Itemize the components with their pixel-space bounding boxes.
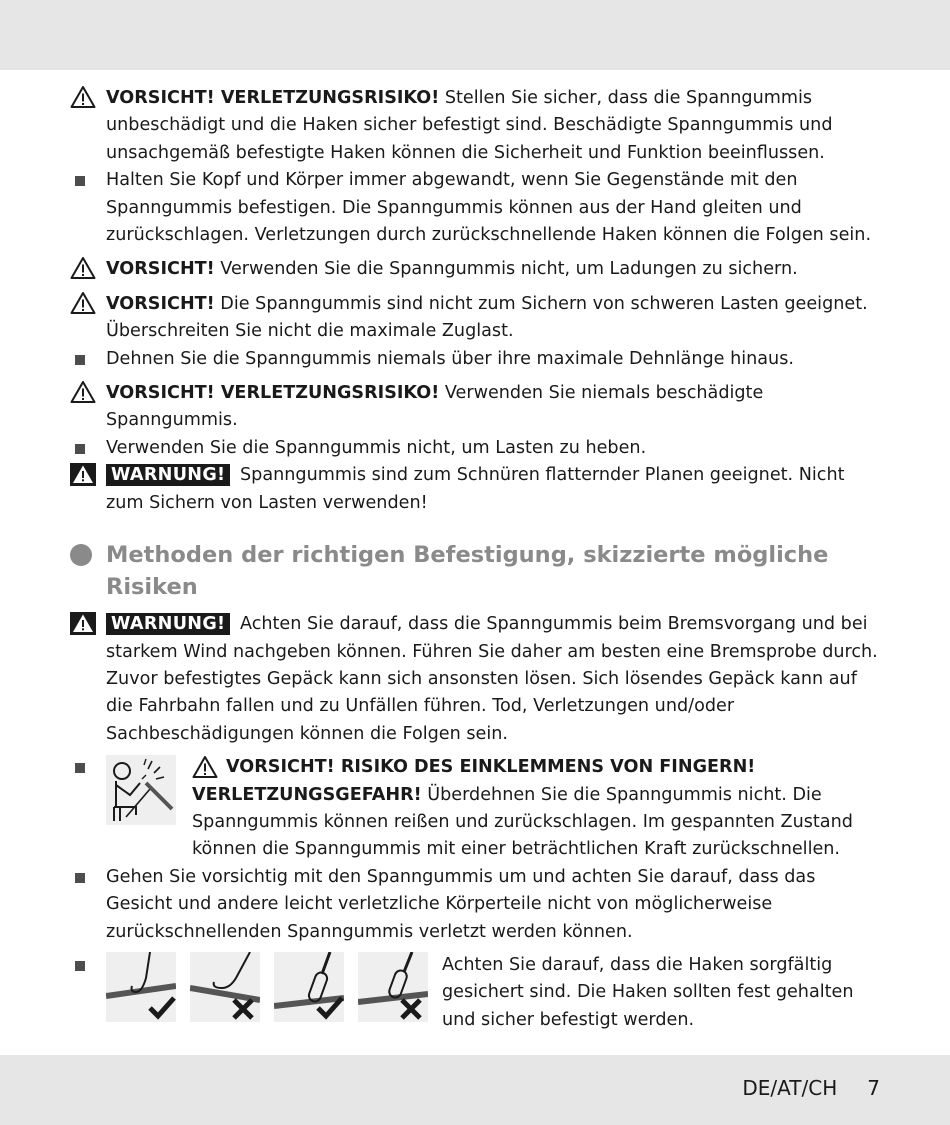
warning-triangle-icon bbox=[70, 380, 100, 407]
caution-text: Überdehnen Sie die Spanngummis nicht. Die Spanngummis können reißen und zurückschlagen. Im gespannten Zustand können die Spanngummis mit einer beträchtlichen Kraft zurückschnellen. bbox=[192, 784, 853, 860]
warning-item bbox=[70, 611, 880, 748]
list-item-text: Gehen Sie vorsichtig mit den Spanngummis um und achten Sie darauf, dass das Gesicht und andere leicht verletzliche Körperteile nicht von möglicherweise zurückschnellenden Spanngummis verletzt werden können. bbox=[106, 866, 816, 942]
list-item-text: Dehnen Sie die Spanngummis niemals über ihre maximale Dehnlänge hinaus. bbox=[106, 348, 794, 369]
page-number: 7 bbox=[867, 1076, 880, 1100]
top-band bbox=[0, 0, 950, 70]
caution-item bbox=[70, 85, 880, 167]
caution-label: VORSICHT! VERLETZUNGSRISIKO! bbox=[106, 383, 440, 404]
square-bullet-icon bbox=[75, 873, 85, 883]
footer-region: DE/AT/CH bbox=[742, 1076, 838, 1100]
warning-triangle-icon bbox=[192, 755, 218, 788]
square-bullet-icon bbox=[75, 444, 85, 454]
caution-text: Stellen Sie sicher, dass die Spanngummis unbeschädigt und die Haken sicher befestigt sind. Beschädigte Spanngummis und unsachgemäß befestigte Haken können die Sicherheit und Funktion beeinflussen. bbox=[106, 88, 833, 163]
warning-filled-triangle-icon bbox=[70, 611, 100, 638]
caution-text: Die Spanngummis sind nicht zum Sichern von schweren Lasten geeignet. Überschreiten Sie nicht die maximale Zuglast. bbox=[106, 293, 868, 342]
caution-text: Verwenden Sie die Spanngummis nicht, um Ladungen zu sichern. bbox=[214, 259, 798, 280]
hook-wrong-illustration bbox=[190, 952, 260, 1022]
carabiner-correct-illustration bbox=[274, 952, 344, 1022]
caution-label: VORSICHT! bbox=[106, 259, 215, 280]
caution-item bbox=[70, 291, 880, 346]
caution-label: VORSICHT! bbox=[106, 293, 215, 314]
square-bullet-icon bbox=[75, 176, 85, 186]
warning-filled-triangle-icon bbox=[70, 462, 100, 489]
warning-triangle-icon bbox=[70, 256, 100, 283]
caution-label: VORSICHT! VERLETZUNGSRISIKO! bbox=[106, 88, 440, 108]
list-item-text: Halten Sie Kopf und Körper immer abgewandt, wenn Sie Gegenstände mit den Spanngummis befestigen. Die Spanngummis können aus der Hand gleiten und zurückschlagen. Verletzungen durch zurückschnellende Haken können die Folgen sein. bbox=[106, 170, 872, 246]
manual-content bbox=[70, 85, 880, 1034]
hook-correct-illustration bbox=[106, 952, 176, 1022]
caution-text: Verwenden Sie niemals beschädigte Spanngummis. bbox=[106, 383, 764, 431]
warning-label: WARNUNG! bbox=[106, 613, 230, 635]
list-item bbox=[70, 435, 880, 462]
section-heading bbox=[70, 539, 880, 603]
hooks-text: Achten Sie darauf, dass die Haken sorgfältig gesichert sind. Die Haken sollten fest gehalten und sicher befestigt werden. bbox=[442, 954, 854, 1030]
section-heading-text: Methoden der richtigen Befestigung, skizzierte mögliche Risiken bbox=[106, 542, 829, 601]
warning-text: Spanngummis sind zum Schnüren flatternder Planen geeignet. Nicht zum Sichern von Lasten verwenden! bbox=[106, 465, 845, 513]
warning-triangle-icon bbox=[70, 85, 100, 112]
warning-text: Achten Sie darauf, dass die Spanngummis beim Bremsvorgang und bei starkem Wind nachgeben können. Führen Sie daher am besten eine Bremsprobe durch. Zuvor befestigtes Gepäck kann sich ansonsten lösen. Sich lösendes Gepäck kann auf die Fahrbahn fallen und zu Unfällen führen. Tod, Verletzungen und/oder Sachbeschädigungen können die Folgen sein. bbox=[106, 614, 878, 744]
carabiner-wrong-illustration bbox=[358, 952, 428, 1022]
warning-label: WARNUNG! bbox=[106, 464, 230, 486]
heading-dot-icon bbox=[70, 544, 92, 566]
list-item-text: Verwenden Sie die Spanngummis nicht, um Lasten zu heben. bbox=[106, 437, 647, 458]
warning-triangle-icon bbox=[70, 291, 100, 318]
caution-item bbox=[70, 256, 880, 283]
finger-warning-text-block bbox=[176, 754, 880, 864]
square-bullet-icon bbox=[75, 763, 85, 773]
caution-label: VORSICHT! RISIKO DES EINKLEMMENS VON FINGERN! bbox=[226, 757, 756, 778]
footer bbox=[742, 1076, 880, 1100]
list-item-hooks bbox=[70, 952, 880, 1034]
finger-pinch-illustration bbox=[106, 755, 176, 825]
square-bullet-icon bbox=[75, 961, 85, 971]
list-item bbox=[70, 346, 880, 373]
warning-item bbox=[70, 462, 880, 517]
list-item bbox=[70, 864, 880, 946]
list-item bbox=[70, 167, 880, 249]
caution-label-secondary: VERLETZUNGSGEFAHR! bbox=[192, 784, 422, 805]
square-bullet-icon bbox=[75, 355, 85, 365]
caution-item bbox=[70, 380, 880, 435]
list-item-finger bbox=[70, 754, 880, 864]
